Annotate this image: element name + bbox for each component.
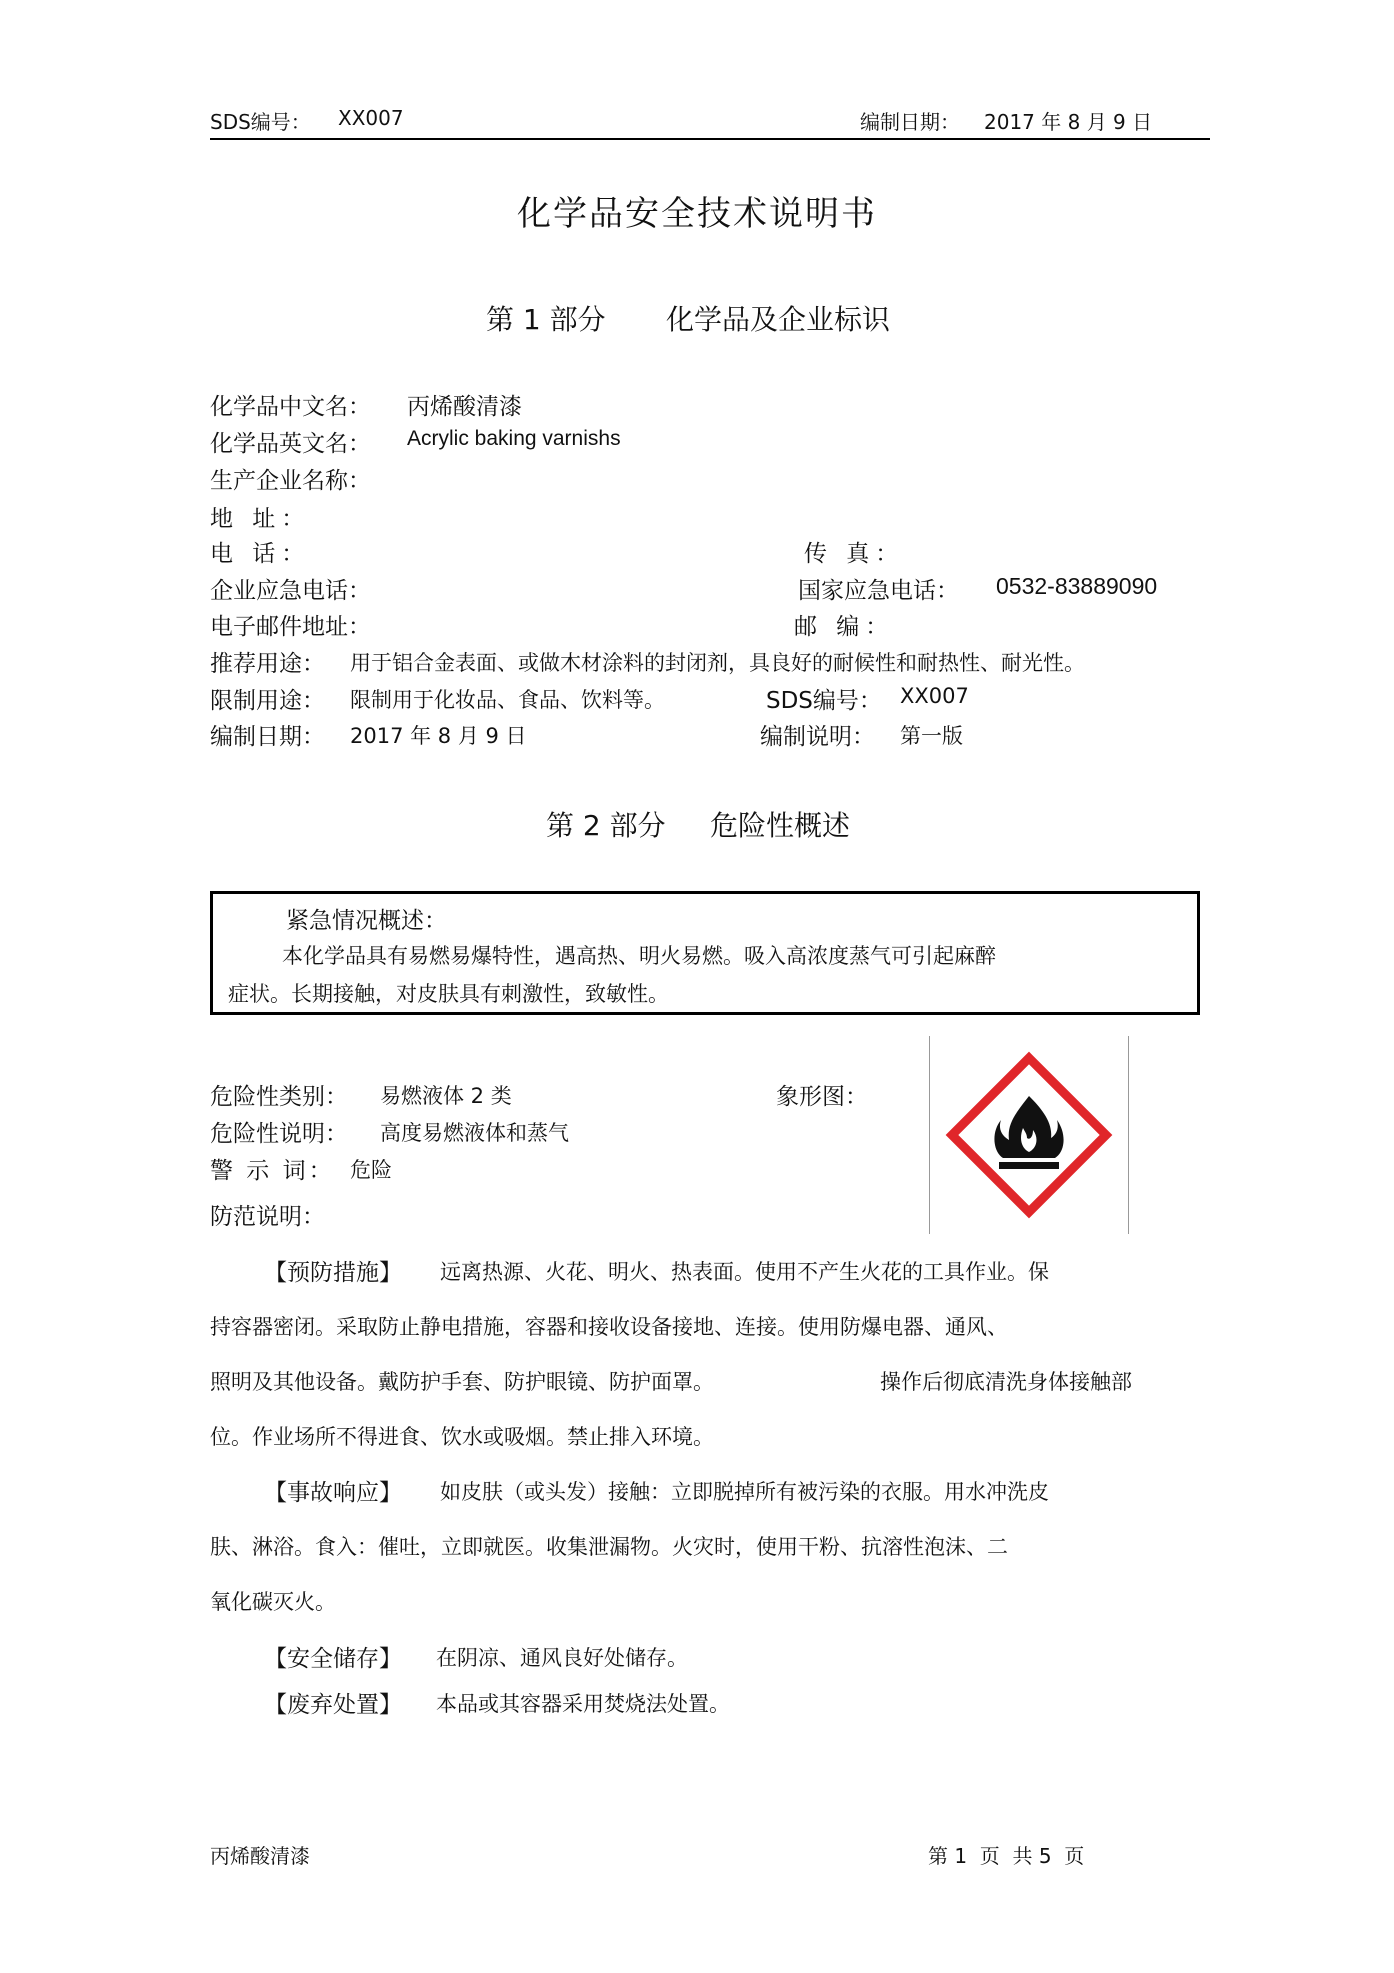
response-tag: 【事故响应】 (264, 1480, 402, 1506)
pictogram-frame-right-rule (1128, 1036, 1129, 1234)
date-value: 2017 年 8 月 9 日 (350, 724, 527, 748)
restrict-label: 限制用途： (210, 688, 325, 714)
phone-label: 电 话： (210, 541, 311, 567)
hazard-class-value: 易燃液体 2 类 (380, 1084, 512, 1108)
address-label: 地 址： (210, 506, 311, 532)
part2-title: 危险性概述 (710, 809, 851, 842)
disposal-tag: 【废弃处置】 (264, 1692, 402, 1718)
pictogram-frame (929, 1036, 1129, 1234)
date-label: 编制日期： (210, 724, 325, 750)
prevention-line3b: 操作后彻底清洗身体接触部 (880, 1370, 1132, 1394)
pictogram-base-bar (999, 1162, 1059, 1169)
header-sds-value: XX007 (338, 106, 404, 130)
prevention-line3a: 照明及其他设备。戴防护手套、防护眼镜、防护面罩。 (210, 1370, 714, 1394)
header-date-label: 编制日期： (860, 110, 960, 134)
response-line1: 如皮肤（或头发）接触：立即脱掉所有被污染的衣服。用水冲洗皮 (440, 1480, 1049, 1504)
company-label: 生产企业名称： (210, 468, 371, 494)
precaution-label: 防范说明： (210, 1204, 325, 1230)
pictogram-label: 象形图： (776, 1084, 868, 1110)
en-name-value: Acrylic baking varnishs (407, 427, 621, 450)
prevention-line4: 位。作业场所不得进食、饮水或吸烟。禁止排入环境。 (210, 1425, 714, 1449)
prevention-line2: 持容器密闭。采取防止静电措施，容器和接收设备接地、连接。使用防爆电器、通风、 (210, 1315, 1008, 1339)
footer-page: 第 1 页 共 5 页 (928, 1844, 1085, 1868)
use-value: 用于铝合金表面、或做木材涂料的封闭剂，具良好的耐候性和耐热性、耐光性。 (350, 651, 1085, 675)
response-line2: 肤、淋浴。食入：催吐，立即就医。收集泄漏物。火灾时，使用干粉、抗溶性泡沫、二 (210, 1535, 1008, 1559)
cn-name-value: 丙烯酸清漆 (407, 394, 522, 420)
hazard-statement-value: 高度易燃液体和蒸气 (380, 1121, 569, 1145)
part1-title: 化学品及企业标识 (666, 303, 891, 336)
storage-value: 在阴凉、通风良好处储存。 (436, 1646, 688, 1670)
emergency-overview-line1: 本化学品具有易燃易爆特性，遇高热、明火易燃。吸入高浓度蒸气可引起麻醉 (282, 944, 996, 968)
emergency-overview-title: 紧急情况概述： (286, 908, 447, 934)
header-date-value: 2017 年 8 月 9 日 (984, 110, 1153, 134)
emergency-phone-label: 企业应急电话： (210, 578, 371, 604)
disposal-value: 本品或其容器采用焚烧法处置。 (436, 1692, 730, 1716)
signal-word-value: 危险 (350, 1158, 392, 1182)
pictogram-frame-left-rule (929, 1036, 930, 1234)
national-emergency-value: 0532-83889090 (996, 573, 1158, 599)
part2-heading: 第 2 部分 (546, 809, 666, 842)
hazard-class-label: 危险性类别： (210, 1084, 348, 1110)
national-emergency-label: 国家应急电话： (798, 578, 959, 604)
note-label: 编制说明： (760, 724, 875, 750)
email-label: 电子邮件地址： (210, 614, 371, 640)
en-name-label: 化学品英文名： (210, 431, 371, 457)
use-label: 推荐用途： (210, 651, 325, 677)
footer-product: 丙烯酸清漆 (210, 1844, 310, 1868)
header-rule (210, 138, 1210, 140)
part1-heading: 第 1 部分 (486, 303, 606, 336)
note-value: 第一版 (900, 724, 963, 748)
page-title: 化学品安全技术说明书 (517, 194, 877, 234)
postcode-label: 邮 编： (794, 614, 895, 640)
flame-icon (929, 1036, 1129, 1234)
signal-word-label: 警 示 词： (210, 1158, 335, 1184)
hazard-statement-label: 危险性说明： (210, 1121, 348, 1147)
cn-name-label: 化学品中文名： (210, 394, 371, 420)
prevention-line1: 远离热源、火花、明火、热表面。使用不产生火花的工具作业。保 (440, 1260, 1049, 1284)
header-sds-label: SDS编号： (210, 110, 311, 134)
prevention-tag: 【预防措施】 (264, 1260, 402, 1286)
response-line3: 氧化碳灭火。 (210, 1590, 336, 1614)
restrict-value: 限制用于化妆品、食品、饮料等。 (350, 688, 665, 712)
emergency-overview-line2: 症状。长期接触，对皮肤具有刺激性，致敏性。 (228, 982, 669, 1006)
sds-label: SDS编号： (766, 688, 882, 714)
sds-value: XX007 (900, 684, 969, 708)
fax-label: 传 真： (804, 541, 905, 567)
storage-tag: 【安全储存】 (264, 1646, 402, 1672)
